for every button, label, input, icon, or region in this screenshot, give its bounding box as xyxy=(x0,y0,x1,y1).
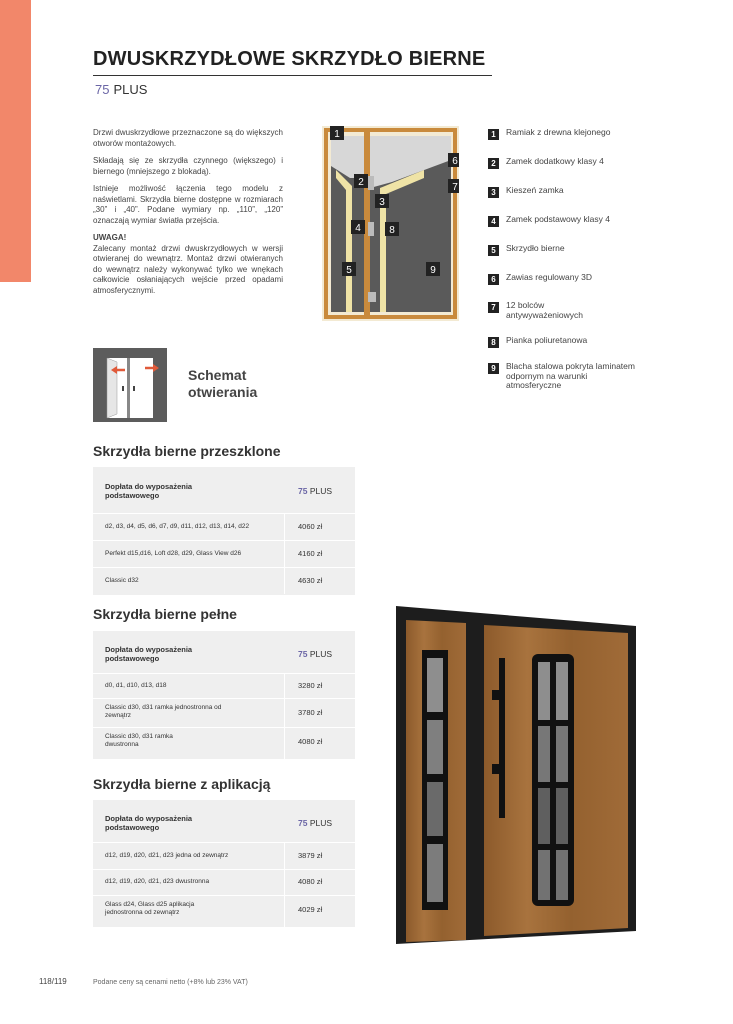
legend-text: Skrzydło bierne xyxy=(506,243,565,253)
legend-number: 9 xyxy=(488,363,499,374)
svg-text:7: 7 xyxy=(452,182,458,193)
legend-text: Ramiak z drewna klejonego xyxy=(506,127,611,137)
svg-text:8: 8 xyxy=(389,225,395,236)
price-table-applique xyxy=(93,800,355,927)
legend-number: 7 xyxy=(488,302,499,313)
table-header-variant: 75 PLUS xyxy=(298,649,333,659)
table-header-label: Dopłata do wyposażenia podstawowego xyxy=(105,482,193,500)
opening-scheme-line2: otwierania xyxy=(188,384,258,400)
svg-text:6: 6 xyxy=(452,156,458,167)
table-cell-price: 4080 zł xyxy=(298,737,323,746)
diagram-marker-9 xyxy=(426,262,440,276)
legend-number: 2 xyxy=(488,158,499,169)
table-row xyxy=(93,842,355,869)
legend-number: 8 xyxy=(488,337,499,348)
price-table-solid xyxy=(93,631,355,759)
subtitle-plus: PLUS xyxy=(113,82,148,97)
diagram-marker-4 xyxy=(351,220,365,234)
table-cell-model: Glass d24, Glass d25 aplikacja jednostronna od zewnątrz xyxy=(105,901,195,916)
diagram-marker-5 xyxy=(342,262,356,276)
table-cell-price: 4160 zł xyxy=(298,549,323,558)
legend-item xyxy=(488,301,601,320)
table-row xyxy=(93,567,355,594)
table-cell-model: d12, d19, d20, d21, d23 jedna od zewnątrz xyxy=(105,852,229,859)
warning-text: Zalecany montaż drzwi dwuskrzydłowych w wersji otwieranej do wewnątrz. Montaż drzwi otwieranych do wewnątrz należy wykonywać tylko we wnękach całkowicie osłaniających wejście przed opadami atmosferycznymi. xyxy=(93,243,283,295)
opening-scheme-label xyxy=(188,367,257,401)
page-number: 118/119 xyxy=(39,977,67,986)
price-table-glazed xyxy=(93,467,355,595)
legend-item xyxy=(488,273,646,285)
table-header-variant: 75 PLUS xyxy=(298,818,333,828)
table-header xyxy=(93,467,355,513)
table-row xyxy=(93,895,355,928)
title-divider xyxy=(93,75,492,76)
description xyxy=(93,128,283,303)
table-cell-model: d0, d1, d10, d13, d18 xyxy=(105,682,167,689)
svg-text:9: 9 xyxy=(430,265,436,276)
price-footnote: Podane ceny są cenami netto (+8% lub 23% VAT) xyxy=(93,979,248,986)
table-cell-model: Perfekt d15,d16, Loft d28, d29, Glass View d26 xyxy=(105,550,242,557)
legend-text: Zamek dodatkowy klasy 4 xyxy=(506,156,604,166)
diagram-marker-8 xyxy=(385,222,399,236)
section-title-glazed: Skrzydła bierne przeszklone xyxy=(93,443,281,459)
svg-text:1: 1 xyxy=(334,129,340,140)
legend-number: 6 xyxy=(488,274,499,285)
diagram-marker-3 xyxy=(375,194,389,208)
table-header-label: Dopłata do wyposażenia podstawowego xyxy=(105,645,193,663)
table-row xyxy=(93,727,355,760)
svg-text:3: 3 xyxy=(379,197,385,208)
table-header-variant: 75 PLUS xyxy=(298,486,333,496)
description-p1: Drzwi dwuskrzydłowe przeznaczone są do większych otworów montażowych. xyxy=(93,128,283,148)
table-cell-price: 4080 zł xyxy=(298,877,323,886)
legend-item xyxy=(488,215,646,227)
side-accent-bar xyxy=(0,0,31,282)
table-cell-price: 4060 zł xyxy=(298,522,323,531)
legend-number: 5 xyxy=(488,245,499,256)
table-row xyxy=(93,698,355,727)
legend-number: 3 xyxy=(488,187,499,198)
table-cell-model: Classic d32 xyxy=(105,577,139,584)
description-p2: Składają się ze skrzydła czynnego (większego) i biernego (mniejszego z blokadą). xyxy=(93,156,283,176)
section-title-applique: Skrzydła bierne z aplikacją xyxy=(93,776,271,792)
diagram-marker-7 xyxy=(448,179,459,193)
legend-text: Pianka poliuretanowa xyxy=(506,335,588,345)
table-header-label: Dopłata do wyposażenia podstawowego xyxy=(105,814,193,832)
legend-number: 4 xyxy=(488,216,499,227)
legend-item xyxy=(488,336,646,348)
svg-text:5: 5 xyxy=(346,265,352,276)
legend-item xyxy=(488,362,641,391)
legend-item xyxy=(488,244,646,256)
table-cell-model: Classic d30, d31 ramka jednostronna od zewnątrz xyxy=(105,704,222,719)
table-row xyxy=(93,540,355,567)
diagram-marker-6 xyxy=(448,153,459,167)
page-subtitle xyxy=(95,82,147,97)
warning-title: UWAGA! xyxy=(93,233,127,242)
legend-text: Zamek podstawowy klasy 4 xyxy=(506,214,610,224)
diagram-marker-1 xyxy=(330,126,344,140)
opening-scheme-line1: Schemat xyxy=(188,367,247,383)
table-cell-price: 3879 zł xyxy=(298,851,323,860)
legend-text: 12 bolców antywyważeniowych xyxy=(506,300,584,320)
svg-text:4: 4 xyxy=(355,223,361,234)
table-cell-model: Classic d30, d31 ramka dwustronna xyxy=(105,733,173,748)
opening-scheme-icon xyxy=(93,348,167,422)
legend-text: Blacha stalowa pokryta laminatem odpornym na warunki atmosferyczne xyxy=(506,361,635,390)
diagram-marker-2 xyxy=(354,174,368,188)
table-header xyxy=(93,800,355,842)
legend-number: 1 xyxy=(488,129,499,140)
legend-item xyxy=(488,157,646,169)
legend-text: Zawias regulowany 3D xyxy=(506,272,592,282)
legend-item xyxy=(488,186,646,198)
table-row xyxy=(93,513,355,540)
legend-item xyxy=(488,128,646,140)
table-cell-price: 3280 zł xyxy=(298,681,323,690)
table-cell-price: 4630 zł xyxy=(298,576,323,585)
legend-text: Kieszeń zamka xyxy=(506,185,564,195)
table-row xyxy=(93,673,355,698)
door-product-photo xyxy=(396,606,636,944)
table-row xyxy=(93,869,355,895)
section-title-solid: Skrzydła bierne pełne xyxy=(93,606,237,622)
subtitle-number: 75 xyxy=(95,82,110,97)
door-construction-diagram xyxy=(322,126,459,321)
table-header xyxy=(93,631,355,673)
description-p3: Istnieje możliwość łączenia tego modelu z naświetlami. Skrzydła bierne dostępne w rozmiarach „30” i „40”. Podane wymiary np. „110”, „120” oznaczają wymiar światła przejścia. xyxy=(93,184,283,225)
table-cell-model: d2, d3, d4, d5, d6, d7, d9, d11, d12, d13, d14, d22 xyxy=(105,523,250,530)
svg-text:2: 2 xyxy=(358,177,364,188)
table-cell-price: 3780 zł xyxy=(298,708,323,717)
page-title: DWUSKRZYDŁOWE SKRZYDŁO BIERNE xyxy=(93,48,486,70)
table-cell-model: d12, d19, d20, d21, d23 dwustronna xyxy=(105,878,210,885)
table-cell-price: 4029 zł xyxy=(298,905,323,914)
